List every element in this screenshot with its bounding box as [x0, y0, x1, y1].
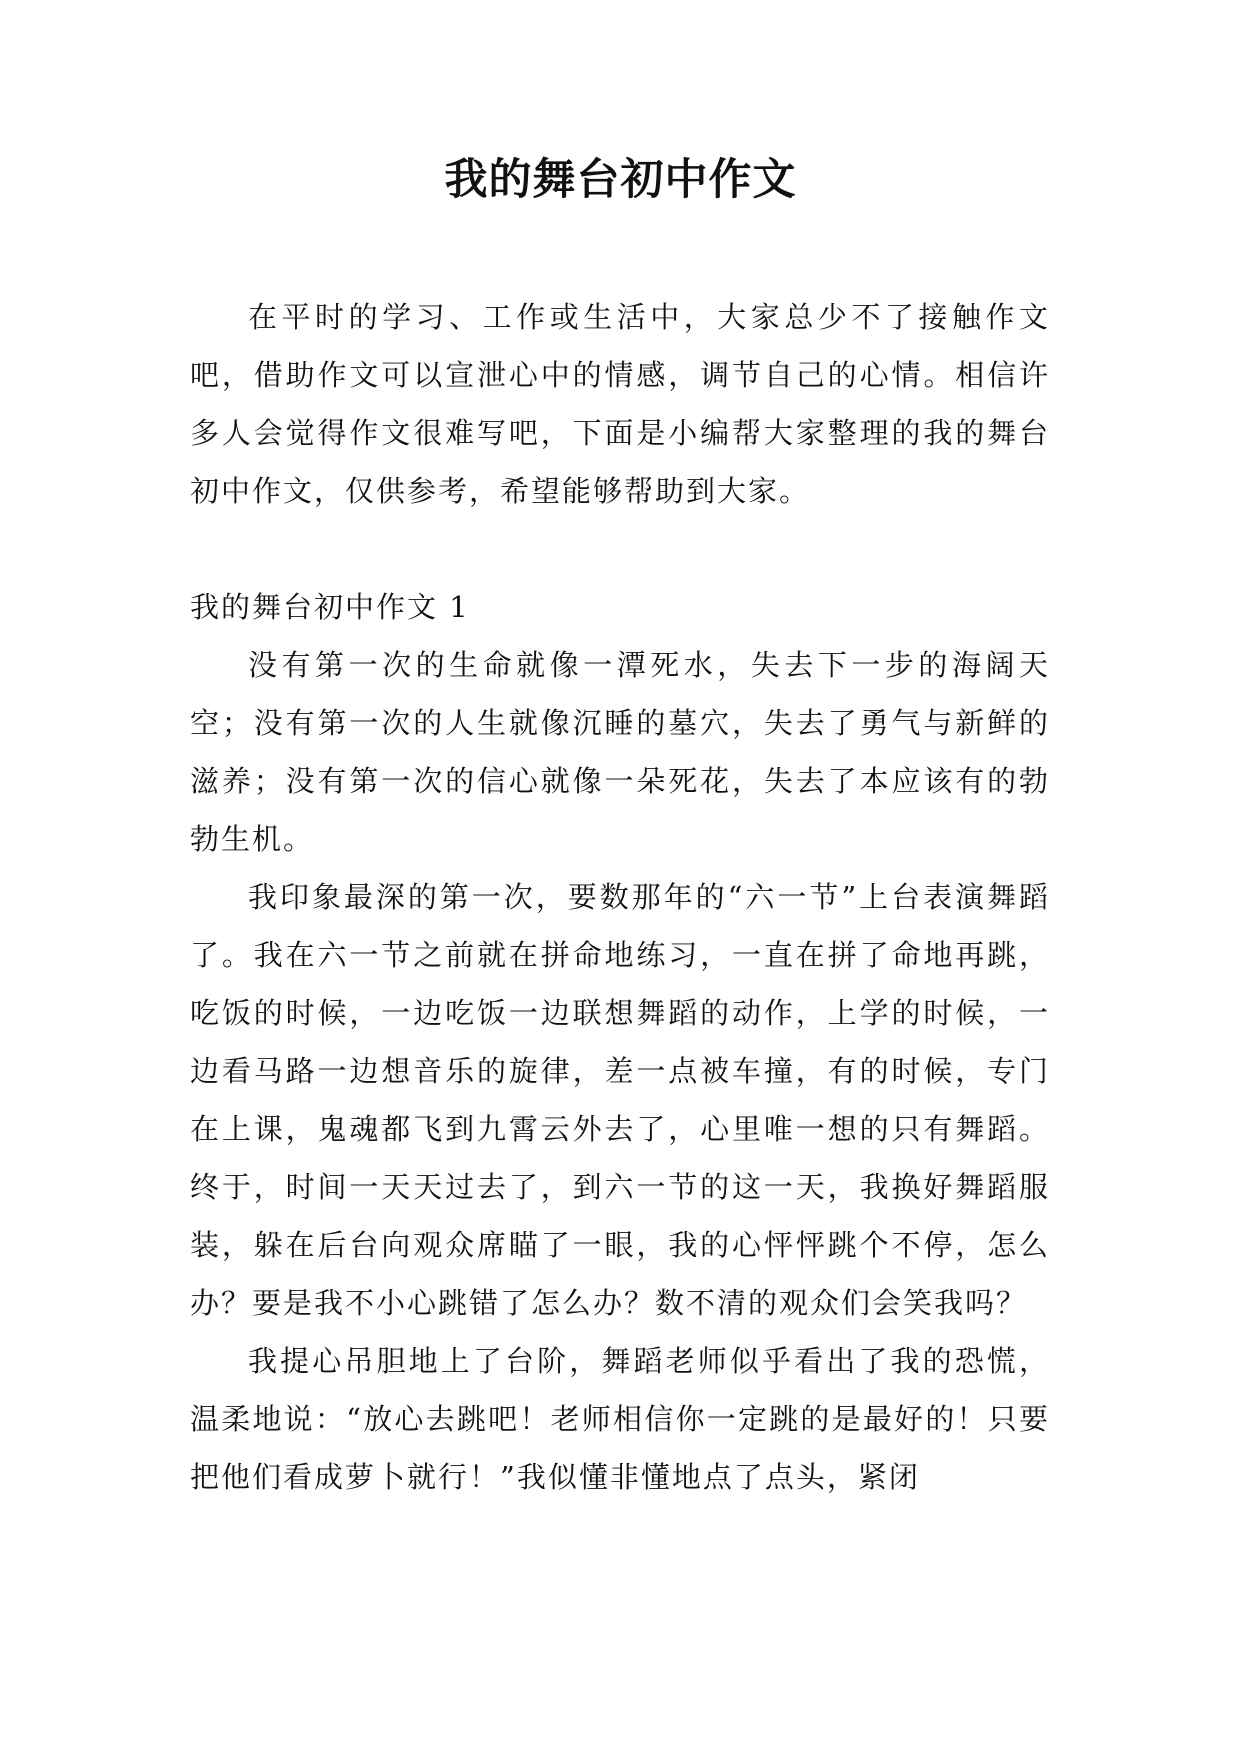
section-heading: 我的舞台初中作文 1 [190, 590, 470, 624]
intro-block [190, 288, 1050, 520]
document-title: 我的舞台初中作文 [444, 155, 797, 205]
essay-section [190, 578, 1050, 1506]
essay-paragraph: 我印象最深的第一次，要数那年的“六一节”上台表演舞蹈了。我在六一节之前就在拼命地练习，一直在拼了命地再跳，吃饭的时候，一边吃饭一边联想舞蹈的动作，上学的时候，一边看马路一边想音乐的旋律，差一点被车撞，有的时候，专门在上课，鬼魂都飞到九霄云外去了，心里唯一想的只有舞蹈。终于，时间一天天过去了，到六一节的这一天，我换好舞蹈服装，躲在后台向观众席瞄了一眼，我的心怦怦跳个不停，怎么办？要是我不小心跳错了怎么办？数不清的观众们会笑我吗？ [190, 880, 1050, 1320]
intro-paragraph: 在平时的学习、工作或生活中，大家总少不了接触作文吧，借助作文可以宣泄心中的情感，调节自己的心情。相信许多人会觉得作文很难写吧，下面是小编帮大家整理的我的舞台初中作文，仅供参考，希望能够帮助到大家。 [190, 300, 1050, 508]
essay-paragraph: 我提心吊胆地上了台阶，舞蹈老师似乎看出了我的恐慌，温柔地说：“放心去跳吧！老师相信你一定跳的是最好的！只要把他们看成萝卜就行！”我似懂非懂地点了点头，紧闭 [190, 1344, 1050, 1494]
essay-paragraph: 没有第一次的生命就像一潭死水，失去下一步的海阔天空；没有第一次的人生就像沉睡的墓穴，失去了勇气与新鲜的滋养；没有第一次的信心就像一朵死花，失去了本应该有的勃勃生机。 [190, 648, 1050, 856]
